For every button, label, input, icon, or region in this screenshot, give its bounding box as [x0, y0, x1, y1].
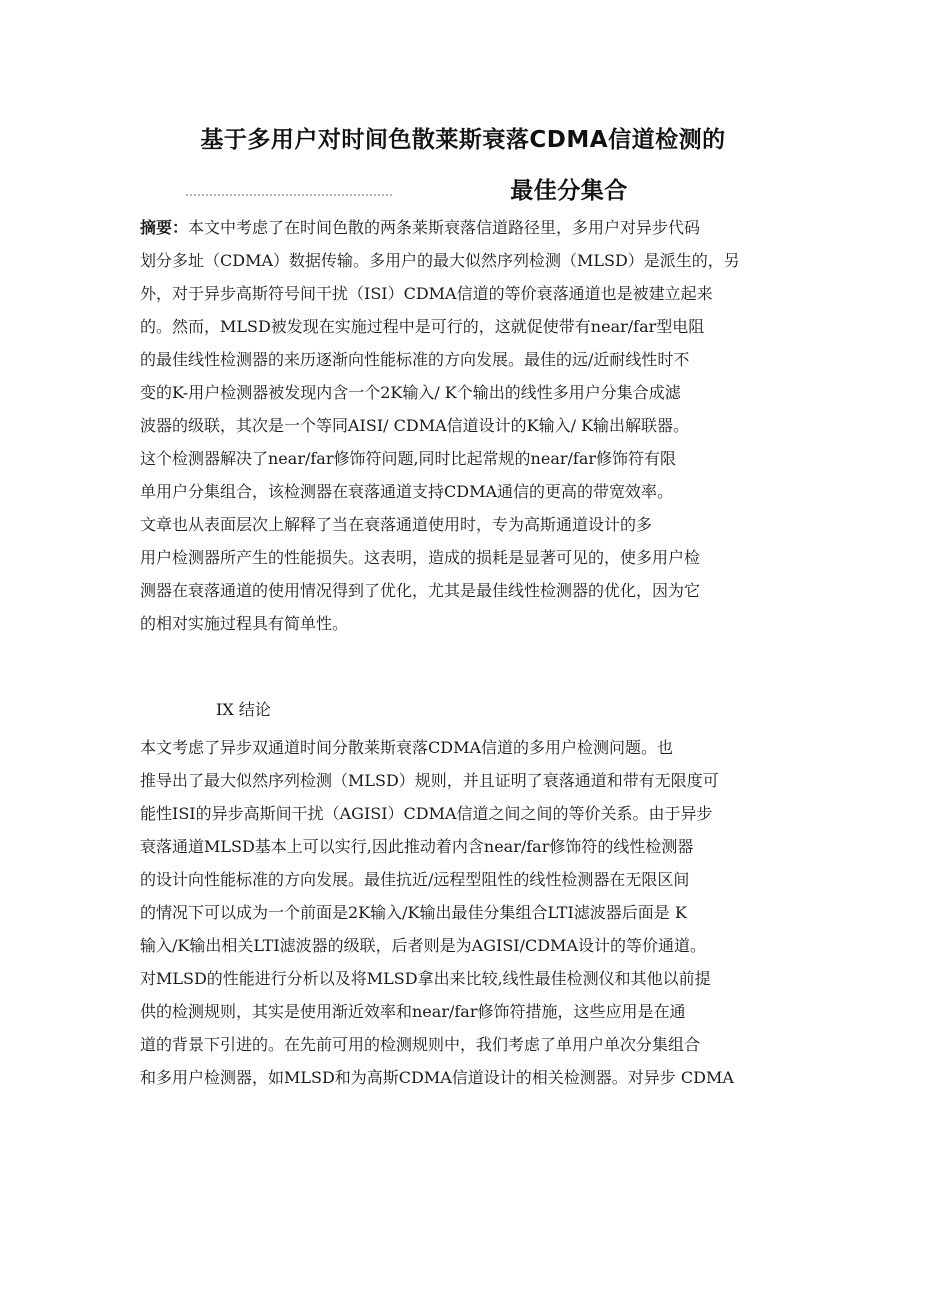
- conclusion-line: 的设计向性能标准的方向发展。最佳抗近/远程型阻性的线性检测器在无限区间: [140, 870, 690, 889]
- abstract-line: 文章也从表面层次上解释了当在衰落通道使用时，专为高斯通道设计的多: [140, 515, 653, 534]
- conclusion-line: 推导出了最大似然序列检测（MLSD）规则，并且证明了衰落通道和带有无限度可: [140, 771, 719, 790]
- abstract-line: 外，对于异步高斯符号间干扰（ISI）CDMA信道的等价衰落通道也是被建立起来: [140, 284, 713, 303]
- conclusion-line: 能性ISI的异步高斯间干扰（AGISI）CDMA信道之间之间的等价关系。由于异步: [140, 804, 713, 823]
- conclusion-line: 道的背景下引进的。在先前可用的检测规则中，我们考虑了单用户单次分集组合: [140, 1035, 701, 1054]
- conclusion-line: 供的检测规则，其实是使用渐近效率和near/far修饰符措施，这些应用是在通: [140, 1002, 686, 1021]
- abstract-line: 单用户分集组合，该检测器在衰落通道支持CDMA通信的更高的带宽效率。: [140, 482, 674, 501]
- conclusion-line: 衰落通道MLSD基本上可以实行,因此推动着内含near/far修饰符的线性检测器: [140, 837, 694, 856]
- abstract-line: 的相对实施过程具有简单性。: [140, 614, 349, 633]
- conclusion-line: 和多用户检测器，如MLSD和为高斯CDMA信道设计的相关检测器。对异步 CDMA: [140, 1068, 734, 1087]
- conclusion-line: 本文考虑了异步双通道时间分散莱斯衰落CDMA信道的多用户检测问题。也: [140, 738, 674, 757]
- abstract-line: 的。然而，MLSD被发现在实施过程中是可行的，这就促使带有near/far型电阻: [140, 317, 705, 336]
- document-title-line-2: 最佳分集合: [510, 178, 628, 204]
- abstract-line: 的最佳线性检测器的来历逐渐向性能标准的方向发展。最佳的远/近耐线性时不: [140, 350, 690, 369]
- conclusion-line: 的情况下可以成为一个前面是2K输入/K输出最佳分集组合LTI滤波器后面是 K: [140, 903, 687, 922]
- abstract-line: 用户检测器所产生的性能损失。这表明，造成的损耗是显著可见的，使多用户检: [140, 548, 701, 567]
- abstract-line: 划分多址（CDMA）数据传输。多用户的最大似然序列检测（MLSD）是派生的，另: [140, 251, 740, 270]
- conclusion-line: 输入/K输出相关LTI滤波器的级联，后者则是为AGISI/CDMA设计的等价通道。: [140, 936, 706, 955]
- document-title-line-1: 基于多用户对时间色散莱斯衰落CDMA信道检测的: [200, 127, 726, 153]
- abstract-line: 这个检测器解决了near/far修饰符问题,同时比起常规的near/far修饰符有限: [140, 449, 677, 468]
- section-heading: IX 结论: [216, 700, 271, 719]
- abstract-label: 摘要：: [140, 218, 189, 237]
- abstract-line: 波器的级联，其次是一个等同AISI/ CDMA信道设计的K输入/ K输出解联器。: [140, 416, 690, 435]
- abstract-line: 摘要：本文中考虑了在时间色散的两条莱斯衰落信道路径里，多用户对异步代码: [140, 218, 701, 237]
- conclusion-line: 对MLSD的性能进行分析以及将MLSD拿出来比较,线性最佳检测仪和其他以前提: [140, 969, 711, 988]
- abstract-line: 测器在衰落通道的使用情况得到了优化，尤其是最佳线性检测器的优化，因为它: [140, 581, 701, 600]
- abstract-line: 变的K-用户检测器被发现内含一个2K输入/ K个输出的线性多用户分集合成滤: [140, 383, 681, 402]
